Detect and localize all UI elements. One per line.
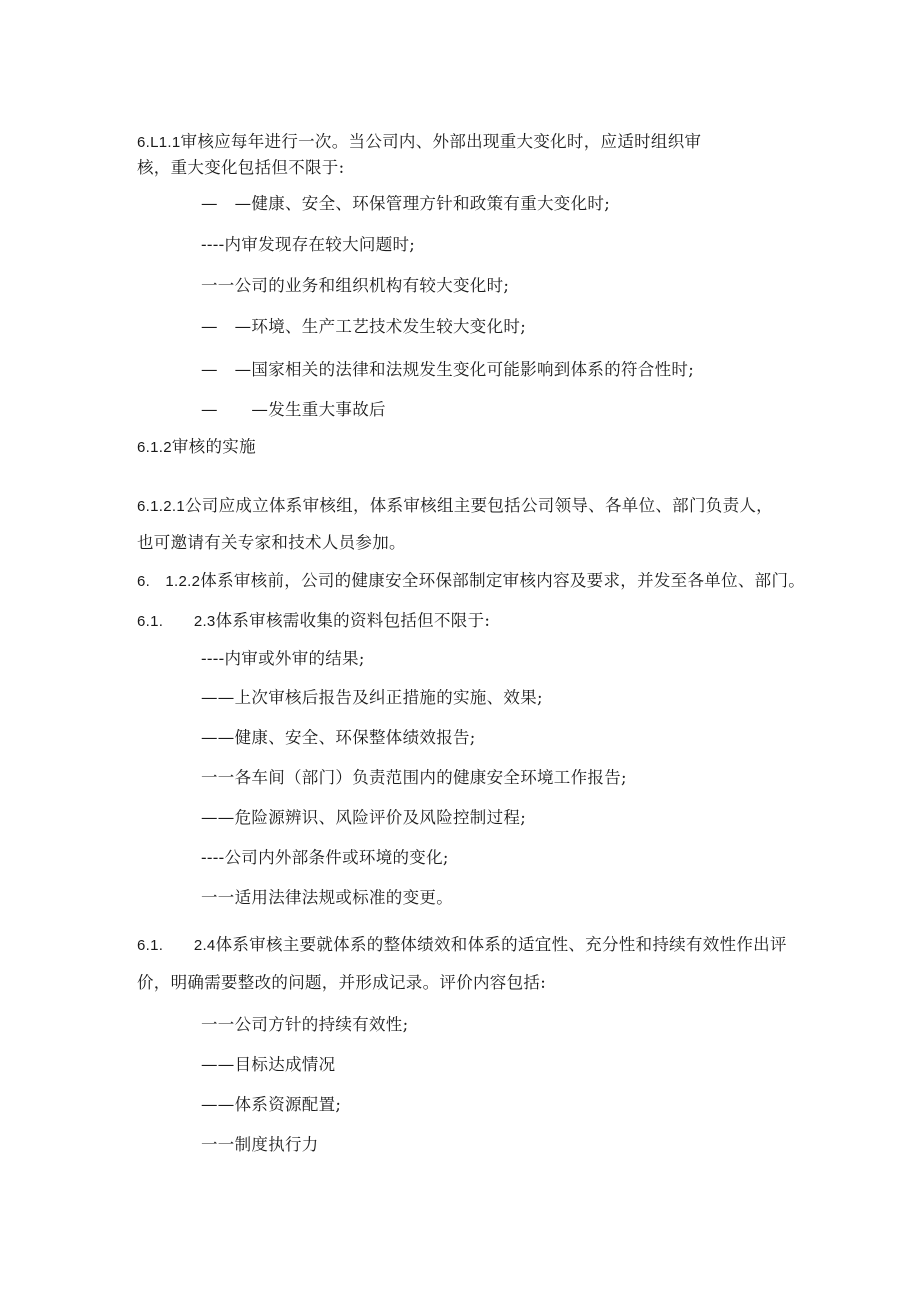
list-item: ----内审或外审的结果;: [201, 649, 365, 668]
section-number: 6.1. 2.4: [137, 937, 216, 954]
section-number: 6.1.2: [137, 439, 172, 456]
list-item: 一一公司方针的持续有效性;: [201, 1015, 409, 1034]
list-item: ——目标达成情况: [201, 1055, 336, 1074]
paragraph-text: 体系审核主要就体系的整体绩效和体系的适宜性、充分性和持续有效性作出评: [215, 935, 787, 954]
list-item: 一一适用法律法规或标准的变更。: [201, 888, 453, 907]
list-item: — —环境、生产工艺技术发生较大变化时;: [201, 317, 527, 336]
list-item: ——体系资源配置;: [201, 1095, 342, 1114]
paragraph-text: 公司应成立体系审核组，体系审核组主要包括公司领导、各单位、部门负责人，: [184, 496, 773, 515]
section-number: 6. 1.2.2: [137, 573, 201, 590]
paragraph-6-1-2-4: [137, 934, 787, 957]
list-item: ----公司内外部条件或环境的变化;: [201, 848, 449, 867]
section-number: 6.1. 2.3: [137, 613, 216, 630]
section-number: 6.L1.1: [137, 134, 181, 151]
paragraph-6-1-2-3: [137, 610, 490, 633]
paragraph-6-1-1: [137, 131, 701, 154]
paragraph-text: 体系审核前，公司的健康安全环保部制定审核内容及要求，并发至各单位、部门。: [200, 571, 806, 590]
paragraph-continuation: 核，重大变化包括但不限于:: [137, 158, 345, 177]
paragraph-continuation: 价，明确需要整改的问题，并形成记录。评价内容包括:: [137, 973, 547, 992]
heading-text: 审核的实施: [171, 437, 256, 456]
list-item: 一一各车间（部门）负责范围内的健康安全环境工作报告;: [201, 768, 627, 787]
paragraph-text: 审核应每年进行一次。当公司内、外部出现重大变化时，应适时组织审: [180, 132, 702, 151]
list-item: ——上次审核后报告及纠正措施的实施、效果;: [201, 688, 543, 707]
list-item: ——健康、安全、环保整体绩效报告;: [201, 728, 476, 747]
list-item: — —国家相关的法律和法规发生变化可能影响到体系的符合性时;: [201, 360, 695, 379]
list-item: 一一制度执行力: [201, 1135, 319, 1154]
list-item: — —发生重大事故后: [201, 400, 386, 419]
list-item: ----内审发现存在较大问题时;: [201, 235, 416, 254]
section-number: 6.1.2.1: [137, 498, 185, 515]
list-item: 一一公司的业务和组织机构有较大变化时;: [201, 276, 510, 295]
paragraph-text: 体系审核需收集的资料包括但不限于:: [215, 611, 491, 630]
paragraph-6-1-2-1: [137, 495, 773, 518]
list-item: ——危险源辨识、风险评价及风险控制过程;: [201, 808, 527, 827]
paragraph-6-1-2-2: [137, 570, 805, 593]
section-heading-6-1-2: [137, 436, 256, 459]
paragraph-continuation: 也可邀请有关专家和技术人员参加。: [137, 533, 406, 552]
list-item: — —健康、安全、环保管理方针和政策有重大变化时;: [201, 194, 611, 213]
